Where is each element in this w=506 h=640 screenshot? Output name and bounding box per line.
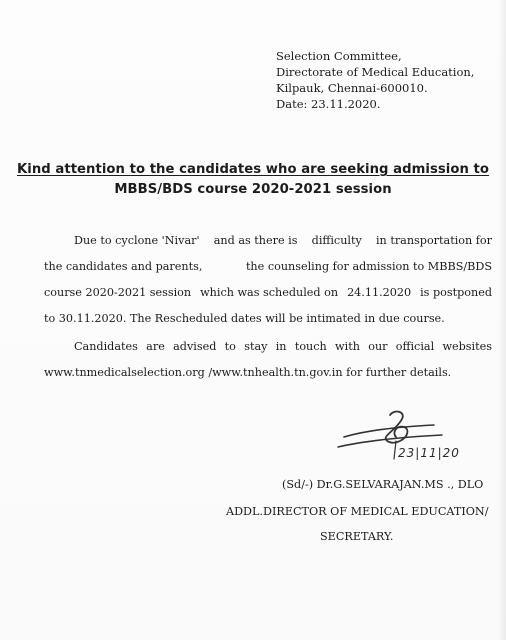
text-segment: with <box>335 340 360 353</box>
website-links: www.tnmedicalselection.org /www.tnhealth.tn.gov.in for further details. <box>44 366 452 379</box>
text-segment: in transportation for <box>375 234 492 247</box>
text-segment: difficulty <box>311 234 362 247</box>
paragraph-line <box>44 284 492 301</box>
text-segment: Candidates <box>74 340 138 353</box>
paragraph-line <box>44 338 492 355</box>
text-segment: our <box>368 340 388 353</box>
paragraph-line <box>44 232 492 249</box>
paragraph-line <box>44 310 492 327</box>
signatory-role: SECRETARY. <box>320 530 394 543</box>
text-segment: the candidates and parents, <box>44 260 203 273</box>
signatory-designation: ADDL.DIRECTOR OF MEDICAL EDUCATION/ <box>226 505 489 518</box>
text-segment: websites <box>442 340 492 353</box>
paragraph-line <box>44 258 492 275</box>
sender-address <box>276 48 474 112</box>
notice-paragraph-2 <box>44 338 492 381</box>
text-segment: to 30.11.2020. The Rescheduled dates will be intimated in due course. <box>44 312 445 325</box>
text-segment: and as there is <box>213 234 298 247</box>
text-segment: the counseling for admission to MBBS/BDS <box>245 260 492 273</box>
text-segment: stay <box>244 340 268 353</box>
page-edge-shadow <box>498 0 506 640</box>
document-date: Date: 23.11.2020. <box>276 97 381 111</box>
signature-handwritten-date: 23|11|20 <box>398 446 460 460</box>
address-line: Selection Committee, <box>276 49 402 63</box>
address-line: Directorate of Medical Education, <box>276 65 475 79</box>
notice-heading-line-1: Kind attention to the candidates who are seeking admission to <box>16 162 490 177</box>
text-segment: touch <box>294 340 327 353</box>
text-segment: course 2020-2021 session <box>44 286 192 299</box>
signatory-name: (Sd/-) Dr.G.SELVARAJAN.MS ., DLO <box>282 478 484 491</box>
text-segment: is postponed <box>420 286 492 299</box>
text-segment: advised <box>173 340 217 353</box>
text-segment: official <box>395 340 435 353</box>
paragraph-line <box>44 364 492 381</box>
text-segment: Due to cyclone 'Nivar' <box>74 234 200 247</box>
text-segment: to <box>224 340 236 353</box>
text-segment: which was scheduled on <box>200 286 339 299</box>
text-segment: 24.11.2020 <box>347 286 412 299</box>
address-line: Kilpauk, Chennai-600010. <box>276 81 428 95</box>
notice-paragraph-1 <box>44 232 492 327</box>
notice-heading-line-2: MBBS/BDS course 2020-2021 session <box>114 182 392 197</box>
text-segment: are <box>146 340 165 353</box>
text-segment: in <box>275 340 287 353</box>
